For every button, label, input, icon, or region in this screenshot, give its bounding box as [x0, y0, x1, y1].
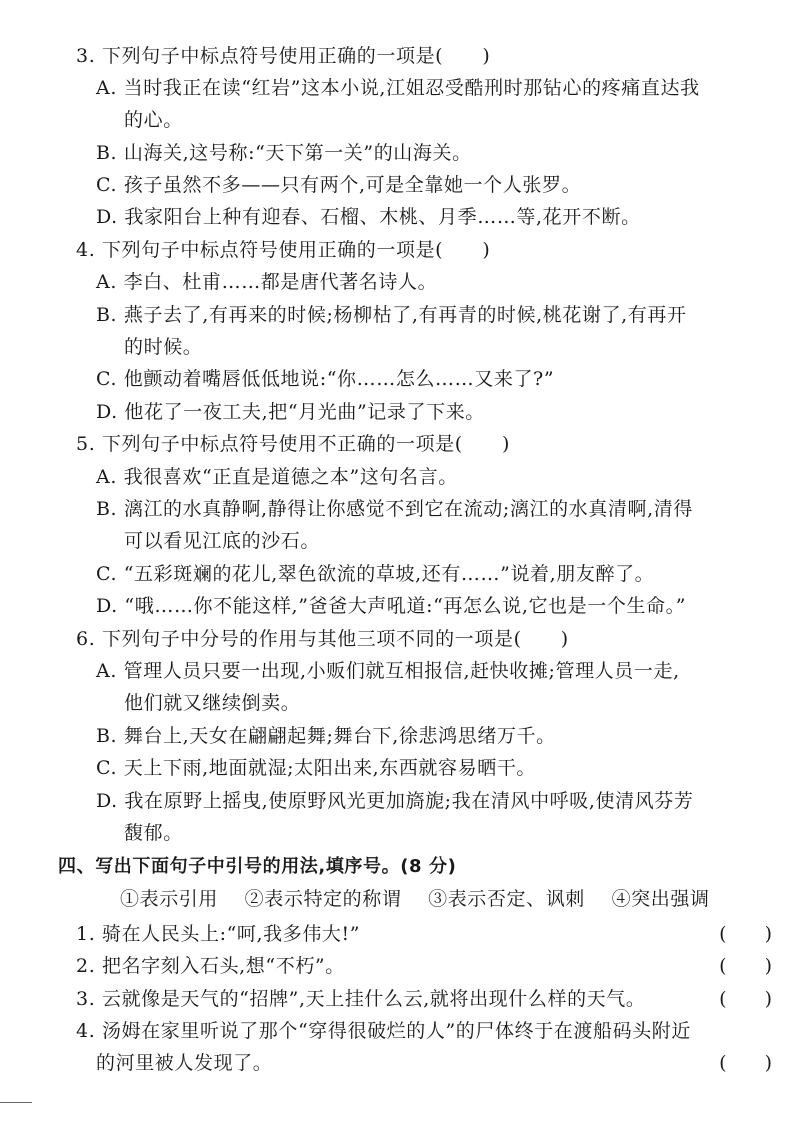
- question-6-option-c: C. 天上下雨,地面就湿;太阳出来,东西就容易晒干。: [96, 757, 537, 779]
- question-6-option-d: D. 我在原野上摇曳,使原野风光更加旖旎;我在清风中呼吸,使清风芬芳: [96, 790, 694, 812]
- question-3-option-b: B. 山海关,这号称:“天下第一关”的山海关。: [96, 142, 472, 164]
- question-3-stem: 3. 下列句子中标点符号使用正确的一项是( ): [76, 45, 491, 67]
- item-2-text: 2. 把名字刻入石头,想“不朽”。: [76, 955, 345, 977]
- question-4-stem: 4. 下列句子中标点符号使用正确的一项是( ): [76, 239, 491, 261]
- question-5-option-c: C. “五彩斑斓的花儿,翠色欲流的草坡,还有……”说着,朋友醉了。: [96, 563, 655, 585]
- question-4-option-d: D. 他花了一夜工夫,把“月光曲”记录了下来。: [96, 401, 485, 423]
- item-1-answer-blank[interactable]: ( ): [719, 923, 772, 945]
- legend-item-quote: ①表示引用: [120, 888, 219, 910]
- item-2-answer-blank[interactable]: ( ): [719, 955, 772, 977]
- item-3-answer-blank[interactable]: ( ): [719, 988, 772, 1010]
- item-3-text: 3. 云就像是天气的“招牌”,天上挂什么云,就将出现什么样的天气。: [76, 988, 646, 1010]
- item-4-text-cont: 的河里被人发现了。: [96, 1052, 273, 1074]
- legend-item-title: ②表示特定的称谓: [244, 888, 402, 910]
- question-4-option-c: C. 他颤动着嘴唇低低地说:“你……怎么……又来了?”: [96, 368, 555, 390]
- question-5-stem: 5. 下列句子中标点符号使用不正确的一项是( ): [76, 433, 510, 455]
- question-5-option-a: A. 我很喜欢“正直是道德之本”这句名言。: [96, 466, 458, 488]
- question-5-option-d: D. “哦……你不能这样,”爸爸大声吼道:“再怎么说,它也是一个生命。”: [96, 595, 687, 617]
- question-6-option-a: A. 管理人员只要一出现,小贩们就互相报信,赶快收摊;管理人员一走,: [96, 660, 680, 682]
- question-3-option-a: A. 当时我正在读“红岩”这本小说,江姐忍受酷刑时那钻心的疼痛直达我: [96, 77, 700, 99]
- item-4-answer-blank[interactable]: ( ): [719, 1052, 772, 1074]
- question-6-option-a-cont: 他们就又继续倒卖。: [124, 692, 301, 714]
- question-5-option-b: B. 漓江的水真静啊,静得让你感觉不到它在流动;漓江的水真清啊,清得: [96, 498, 693, 520]
- question-3-option-a-cont: 的心。: [124, 109, 183, 131]
- crop-mark: [0, 1102, 32, 1103]
- question-4-option-b: B. 燕子去了,有再来的时候;杨柳枯了,有再青的时候,桃花谢了,有再开: [96, 304, 687, 326]
- item-1-text: 1. 骑在人民头上:“呵,我多伟大!”: [76, 923, 361, 945]
- legend-item-irony: ③表示否定、讽刺: [428, 888, 585, 910]
- question-5-option-b-cont: 可以看见江底的沙石。: [124, 530, 321, 552]
- question-4-option-a: A. 李白、杜甫……都是唐代著名诗人。: [96, 271, 438, 293]
- question-6-option-d-cont: 馥郁。: [124, 822, 183, 844]
- item-4-text: 4. 汤姆在家里听说了那个“穿得很破烂的人”的尸体终于在渡船码头附近: [76, 1020, 691, 1042]
- section-4-heading: 四、写出下面句子中引号的用法,填序号。(8 分): [58, 856, 457, 877]
- question-6-option-b: B. 舞台上,天女在翩翩起舞;舞台下,徐悲鸿思绪万千。: [96, 725, 556, 747]
- usage-legend: [120, 887, 730, 911]
- question-3-option-d: D. 我家阳台上种有迎春、石榴、木桃、月季……等,花开不断。: [96, 206, 641, 228]
- question-4-option-b-cont: 的时候。: [124, 336, 203, 358]
- legend-item-emphasis: ④突出强调: [611, 888, 710, 910]
- question-3-option-c: C. 孩子虽然不多——只有两个,可是全靠她一个人张罗。: [96, 174, 582, 196]
- question-6-stem: 6. 下列句子中分号的作用与其他三项不同的一项是( ): [76, 628, 569, 650]
